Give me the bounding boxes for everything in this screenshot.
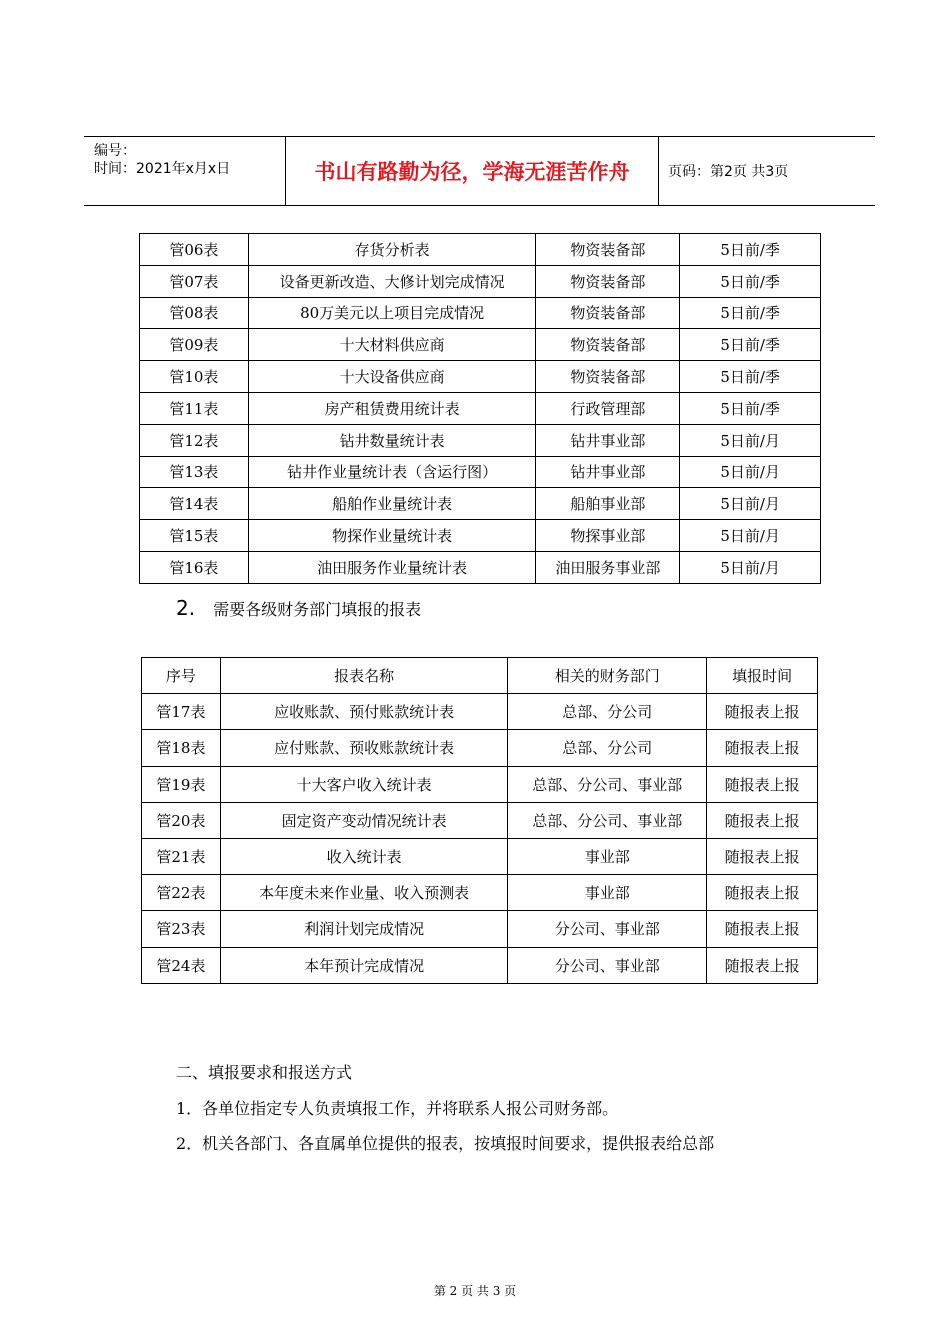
table-cell: 随报表上报	[707, 766, 818, 802]
table-cell: 船舶作业量统计表	[248, 488, 536, 520]
table-cell: 房产租赁费用统计表	[248, 392, 536, 424]
table-row	[142, 838, 818, 874]
table-cell: 事业部	[508, 838, 707, 874]
page-footer: 第 2 页 共 3 页	[433, 1284, 517, 1298]
table-cell: 管11表	[140, 392, 249, 424]
table-cell: 十大设备供应商	[248, 361, 536, 393]
table-cell: 物资装备部	[536, 234, 680, 266]
table-cell: 随报表上报	[707, 875, 818, 911]
section-2-heading	[176, 596, 421, 620]
doc-time-label: 时间：2021年x月x日	[94, 161, 231, 177]
table-cell: 船舶事业部	[536, 488, 680, 520]
table-cell: 随报表上报	[707, 730, 818, 766]
table-cell: 物资装备部	[536, 265, 680, 297]
table-cell: 总部、分公司	[508, 730, 707, 766]
table-header-row	[142, 658, 818, 694]
table-row	[140, 392, 821, 424]
table-cell: 5日前/季	[680, 265, 821, 297]
header-meta	[84, 137, 286, 205]
table-cell: 管12表	[140, 424, 249, 456]
table-cell: 物资装备部	[536, 329, 680, 361]
table-cell: 管23表	[142, 911, 221, 947]
table-row	[140, 265, 821, 297]
table-row	[140, 551, 821, 583]
table-cell: 5日前/季	[680, 297, 821, 329]
table-cell: 利润计划完成情况	[220, 911, 508, 947]
table-row	[142, 802, 818, 838]
table-cell: 物探作业量统计表	[248, 520, 536, 552]
table-row	[140, 520, 821, 552]
table-row	[140, 329, 821, 361]
table-cell: 总部、分公司、事业部	[508, 802, 707, 838]
table-cell: 管15表	[140, 520, 249, 552]
table-row	[142, 911, 818, 947]
table-cell: 5日前/月	[680, 551, 821, 583]
table-cell: 十大材料供应商	[248, 329, 536, 361]
table-row	[140, 361, 821, 393]
table-row	[140, 234, 821, 266]
heading-requirements: 二、填报要求和报送方式	[176, 1063, 353, 1082]
table-row	[140, 488, 821, 520]
report-table-2	[141, 657, 818, 984]
table-row	[142, 694, 818, 730]
table-cell: 5日前/月	[680, 424, 821, 456]
table-cell: 设备更新改造、大修计划完成情况	[248, 265, 536, 297]
table-cell: 5日前/季	[680, 361, 821, 393]
header-cell: 报表名称	[220, 658, 508, 694]
table-row	[140, 456, 821, 488]
table-cell: 管22表	[142, 875, 221, 911]
table-cell: 行政管理部	[536, 392, 680, 424]
header-page-label: 页码：第2页 共3页	[668, 164, 789, 180]
report-table-1	[139, 233, 821, 584]
header-cell: 序号	[142, 658, 221, 694]
table-cell: 随报表上报	[707, 911, 818, 947]
table-cell: 应收账款、预付账款统计表	[220, 694, 508, 730]
table-cell: 80万美元以上项目完成情况	[248, 297, 536, 329]
table-cell: 管06表	[140, 234, 249, 266]
table-cell: 管08表	[140, 297, 249, 329]
table-cell: 钻井数量统计表	[248, 424, 536, 456]
table-cell: 钻井事业部	[536, 456, 680, 488]
table-cell: 管20表	[142, 802, 221, 838]
table-row	[140, 297, 821, 329]
section-2-title: 需要各级财务部门填报的报表	[213, 600, 422, 619]
table-cell: 管17表	[142, 694, 221, 730]
table-cell: 钻井作业量统计表（含运行图）	[248, 456, 536, 488]
table-cell: 随报表上报	[707, 838, 818, 874]
table-cell: 管09表	[140, 329, 249, 361]
table-cell: 物资装备部	[536, 361, 680, 393]
table-row	[140, 424, 821, 456]
table-row	[142, 947, 818, 983]
table-cell: 管10表	[140, 361, 249, 393]
table-cell: 管18表	[142, 730, 221, 766]
table-cell: 管07表	[140, 265, 249, 297]
table-cell: 分公司、事业部	[508, 911, 707, 947]
table-cell: 分公司、事业部	[508, 947, 707, 983]
table-cell: 十大客户收入统计表	[220, 766, 508, 802]
table-cell: 随报表上报	[707, 802, 818, 838]
table-cell: 油田服务作业量统计表	[248, 551, 536, 583]
table-cell: 应付账款、预收账款统计表	[220, 730, 508, 766]
table-cell: 总部、分公司、事业部	[508, 766, 707, 802]
table-cell: 管21表	[142, 838, 221, 874]
table-cell: 5日前/月	[680, 520, 821, 552]
doc-number-label: 编号：	[94, 143, 136, 159]
table-cell: 管14表	[140, 488, 249, 520]
paragraph-2: 2．机关各部门、各直属单位提供的报表，按填报时间要求，提供报表给总部	[176, 1134, 715, 1153]
table-cell: 本年预计完成情况	[220, 947, 508, 983]
section-2-number: 2.	[176, 596, 196, 620]
table-cell: 收入统计表	[220, 838, 508, 874]
table-cell: 随报表上报	[707, 947, 818, 983]
table-cell: 管19表	[142, 766, 221, 802]
table-cell: 5日前/季	[680, 329, 821, 361]
table-cell: 5日前/月	[680, 456, 821, 488]
header-cell: 相关的财务部门	[508, 658, 707, 694]
table-row	[142, 730, 818, 766]
table-cell: 物探事业部	[536, 520, 680, 552]
table-cell: 5日前/季	[680, 234, 821, 266]
table-cell: 存货分析表	[248, 234, 536, 266]
header-motto: 书山有路勤为径，学海无涯苦作舟	[286, 137, 659, 205]
table-row	[142, 766, 818, 802]
page-header	[84, 136, 875, 206]
table-cell: 5日前/月	[680, 488, 821, 520]
table-cell: 本年度未来作业量、收入预测表	[220, 875, 508, 911]
header-cell: 填报时间	[707, 658, 818, 694]
table-cell: 管13表	[140, 456, 249, 488]
table-cell: 总部、分公司	[508, 694, 707, 730]
table-cell: 5日前/季	[680, 392, 821, 424]
table-cell: 事业部	[508, 875, 707, 911]
table-cell: 油田服务事业部	[536, 551, 680, 583]
paragraph-1: 1．各单位指定专人负责填报工作，并将联系人报公司财务部。	[176, 1099, 619, 1118]
table-cell: 物资装备部	[536, 297, 680, 329]
table-cell: 管16表	[140, 551, 249, 583]
table-cell: 管24表	[142, 947, 221, 983]
table-cell: 固定资产变动情况统计表	[220, 802, 508, 838]
table-cell: 钻井事业部	[536, 424, 680, 456]
table-cell: 随报表上报	[707, 694, 818, 730]
table-row	[142, 875, 818, 911]
